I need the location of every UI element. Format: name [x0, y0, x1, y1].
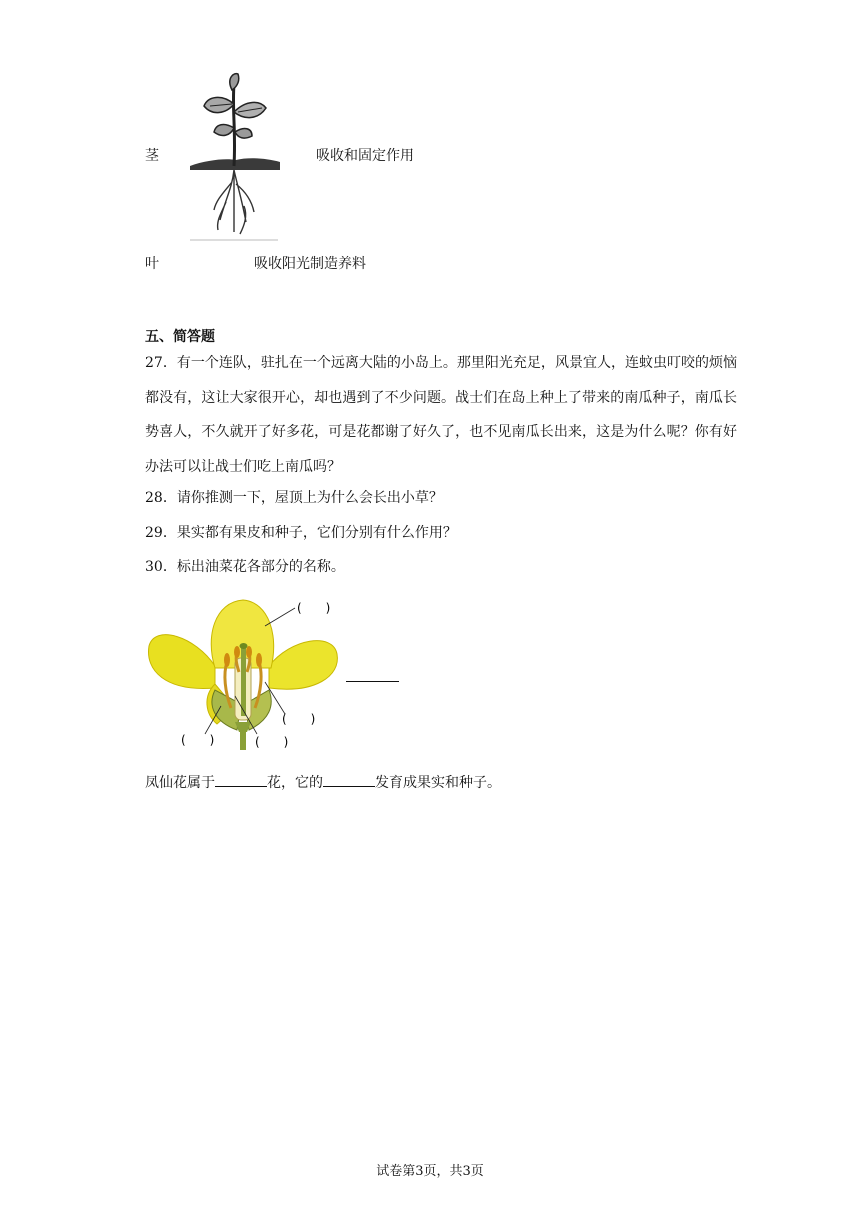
match-right-item-absorb-fix: 吸收和固定作用: [316, 148, 414, 164]
question-text: 请你推测一下，屋顶上为什么会长出小草？: [176, 490, 443, 506]
question-text: 果实都有果皮和种子，它们分别有什么作用？: [176, 525, 457, 541]
rapeseed-flower-illustration: [145, 596, 345, 752]
question-text: 有一个连队，驻扎在一个远离大陆的小岛上。那里阳光充足，风景宜人，连蚊虫叮咬的烦恼都没有，这让大家很开心，却也遇到了不少问题。战士们在岛上种上了带来的南瓜种子，南瓜长势喜人，不久就开了好多花，可是花都谢了好久了，也不见南瓜长出来，这是为什么呢？你有好办法可以让战士们吃上南瓜吗？: [145, 355, 737, 475]
flower-label-left: ( ): [181, 733, 215, 747]
match-left-item-stem: 茎: [145, 148, 159, 164]
flower-label-top: ( ): [297, 601, 331, 615]
fill-sentence-part1: 凤仙花属于: [145, 775, 215, 791]
flower-label-bottom: ( ): [255, 735, 289, 749]
blank-flower-type[interactable]: [215, 772, 267, 787]
question-28: [145, 488, 443, 508]
section-title: 五、简答题: [145, 329, 215, 345]
question-number: 28．: [145, 490, 177, 506]
answer-line[interactable]: [346, 681, 399, 682]
question-number: 30．: [145, 559, 177, 575]
fill-sentence-part3: 发育成果实和种子。: [375, 775, 501, 791]
blank-flower-part[interactable]: [323, 772, 375, 787]
match-left-item-leaf: 叶: [145, 256, 159, 272]
question-text: 标出油菜花各部分的名称。: [176, 559, 345, 575]
fill-sentence: [145, 772, 501, 793]
seedling-illustration: [186, 70, 282, 242]
question-number: 27．: [145, 355, 177, 371]
match-right-item-photosynthesis: 吸收阳光制造养料: [254, 256, 366, 272]
fill-sentence-part2: 花，它的: [267, 775, 323, 791]
flower-label-right: ( ): [282, 712, 316, 726]
question-29: [145, 523, 457, 543]
question-30: [145, 557, 345, 577]
page-footer: 试卷第3页，共3页: [376, 1164, 484, 1179]
question-number: 29．: [145, 525, 177, 541]
question-27: [145, 346, 737, 484]
